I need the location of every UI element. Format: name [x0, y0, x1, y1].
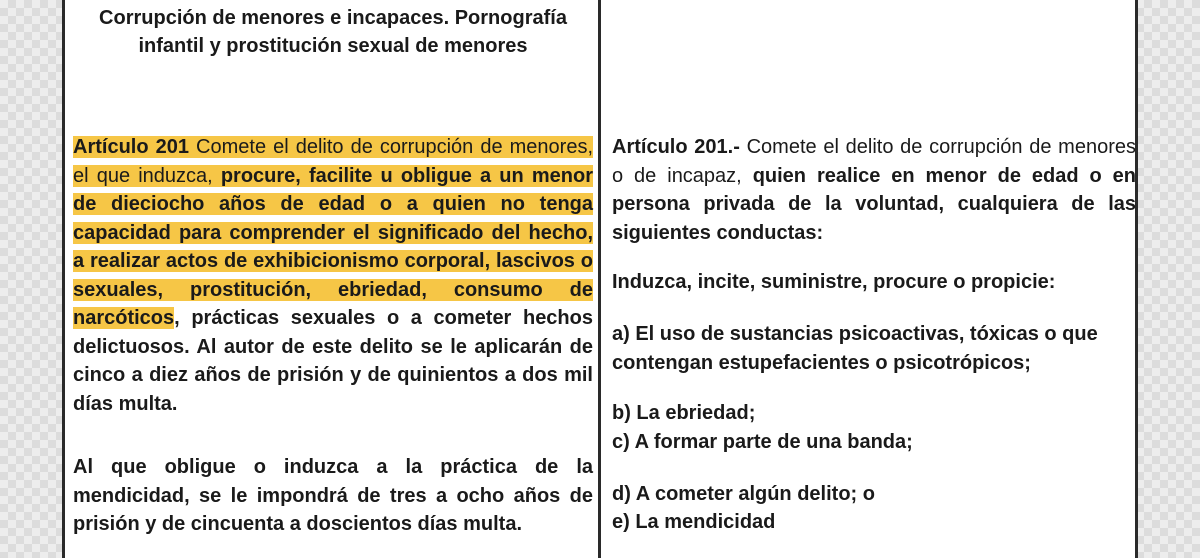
- article-intro: Comete el delito de corrupción de menores o de incapaz,: [612, 136, 1136, 187]
- item-d: d) A cometer algún delito; o: [612, 483, 875, 505]
- item-a: a) El uso de sustancias psicoactivas, tóxicas o que contengan estupefacientes o psicotrópicos;: [612, 323, 1098, 374]
- conductas-line: Induzca, incite, suministre, procure o propicie:: [612, 271, 1056, 293]
- article-rest: , prácticas sexuales o a cometer hechos delictuosos. Al autor de este delito se le aplicarán de cinco a diez años de prisión y de quinientos a dos mil días multa.: [73, 307, 593, 415]
- right-article-201: [612, 133, 1136, 247]
- left-mendicidad-paragraph: Al que obligue o induzca a la práctica de la mendicidad, se le impondrá de tres a ocho años de prisión y de cincuenta a doscientos días multa.: [73, 456, 593, 535]
- item-e: e) La mendicidad: [612, 511, 776, 533]
- item-b: b) La ebriedad;: [612, 402, 756, 424]
- article-intro: Comete el delito de corrupción de menores, el que induzca,: [73, 136, 594, 187]
- item-c: c) A formar parte de una banda;: [612, 431, 913, 453]
- article-label: Artículo 201.-: [612, 136, 740, 158]
- left-column: [62, 0, 602, 558]
- article-highlighted-text: procure, facilite u obligue a un menor de dieciocho años de edad o a quien no tenga capacidad para comprender el significado del hecho, a realizar actos de exhibicionismo corporal, lascivos o sexuales, prostitución, ebriedad, consumo de narcóticos: [73, 164, 593, 329]
- article-bold-text: quien realice en menor de edad o en persona privada de la voluntad, cualquiera de las siguientes conductas:: [612, 164, 1137, 244]
- article-label: Artículo 201: [73, 136, 189, 158]
- right-column: [598, 0, 1138, 558]
- left-article-201: [73, 133, 593, 418]
- section-title: Corrupción de menores e incapaces. Pornografía infantil y prostitución sexual de menores: [99, 7, 567, 57]
